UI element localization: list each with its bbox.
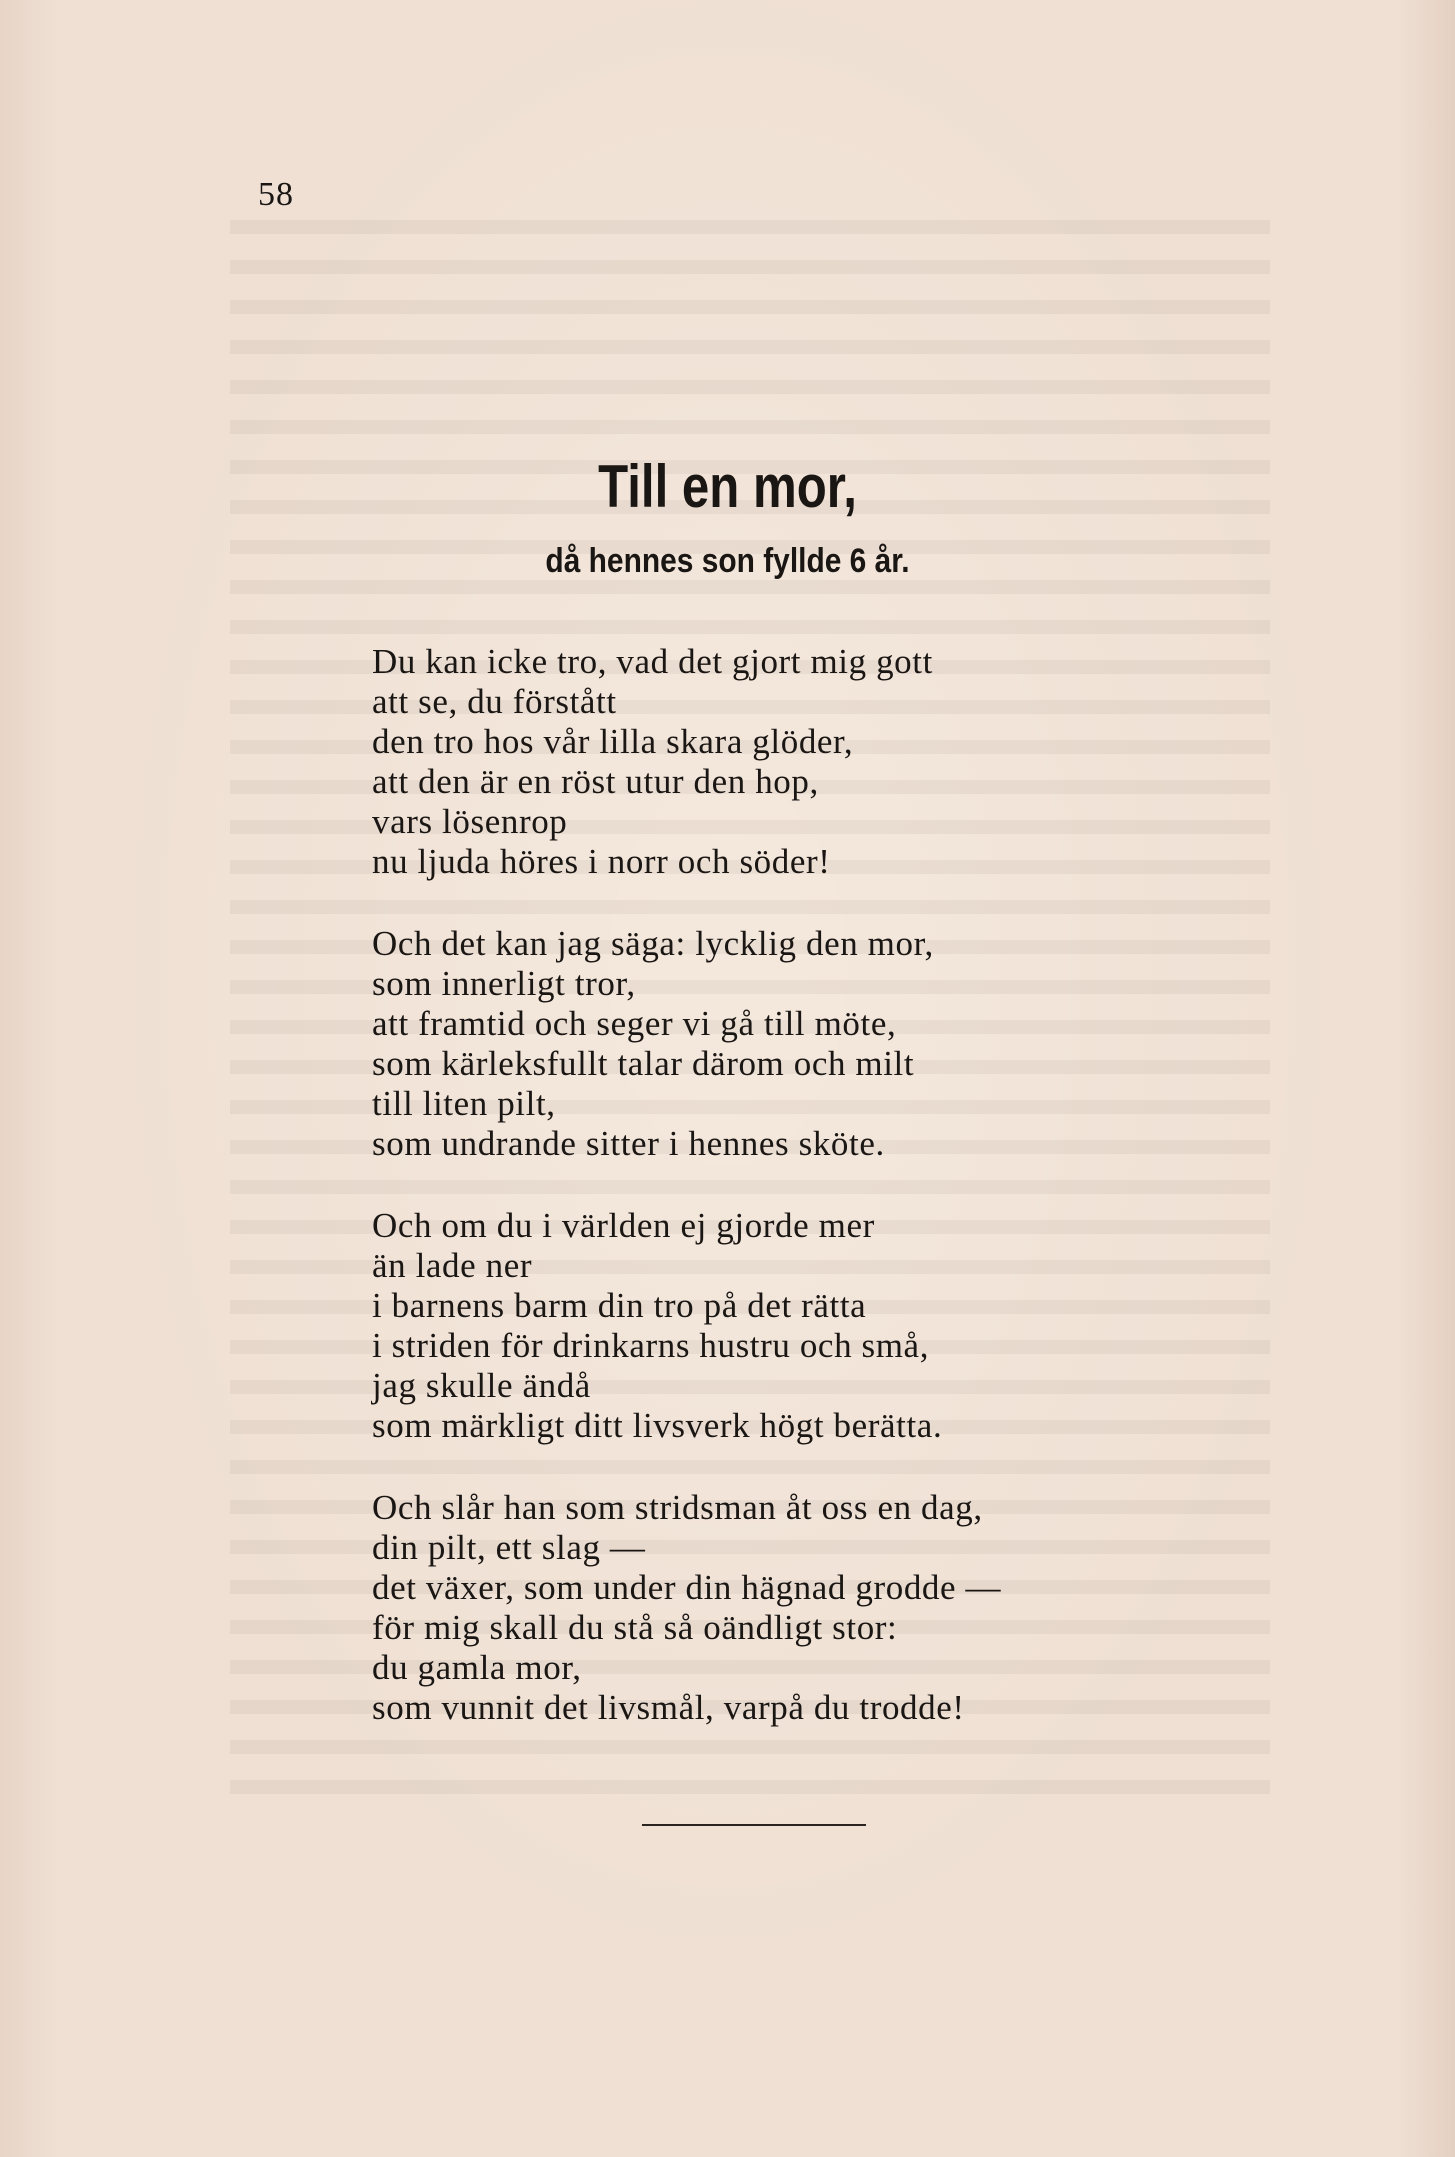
poem-line: Och slår han som stridsman åt oss en dag, — [372, 1488, 983, 1527]
stanza-3 — [372, 1206, 1252, 1446]
poem-line: det växer, som under din hägnad grodde — — [372, 1568, 1002, 1607]
poem-line: att framtid och seger vi gå till möte, — [372, 1004, 897, 1043]
poem-line: som kärleksfullt talar därom och milt — [372, 1044, 915, 1083]
poem-line: att den är en röst utur den hop, — [372, 762, 819, 801]
poem-line: i barnens barm din tro på det rätta — [372, 1286, 867, 1325]
poem-line: nu ljuda höres i norr och söder! — [372, 842, 831, 881]
poem-line: som märkligt ditt livsverk högt berätta. — [372, 1406, 943, 1445]
poem-line: vars lösenrop — [372, 802, 568, 841]
poem-line: Du kan icke tro, vad det gjort mig gott — [372, 642, 933, 681]
poem-line: din pilt, ett slag — — [372, 1528, 646, 1567]
poem-line: för mig skall du stå så oändligt stor: — [372, 1608, 898, 1647]
stanza-1 — [372, 642, 1252, 882]
poem-line: som undrande sitter i hennes sköte. — [372, 1124, 885, 1163]
stanza-4 — [372, 1488, 1252, 1728]
poem-line: i striden för drinkarns hustru och små, — [372, 1326, 930, 1365]
poem-line: den tro hos vår lilla skara glöder, — [372, 722, 854, 761]
poem-line: jag skulle ändå — [372, 1366, 591, 1405]
poem-line: som vunnit det livsmål, varpå du trodde! — [372, 1688, 965, 1727]
poem-title: Till en mor, — [598, 453, 857, 520]
poem-body — [372, 642, 1252, 1770]
end-rule — [642, 1824, 866, 1826]
poem-subtitle: då hennes son fyllde 6 år. — [545, 542, 910, 580]
page-number: 58 — [258, 176, 294, 213]
poem-line: som innerligt tror, — [372, 964, 636, 1003]
poem-line: till liten pilt, — [372, 1084, 556, 1123]
poem-line: Och det kan jag säga: lycklig den mor, — [372, 924, 934, 963]
poem-line: att se, du förstått — [372, 682, 617, 721]
poem-line: än lade ner — [372, 1246, 533, 1285]
poem-line: du gamla mor, — [372, 1648, 582, 1687]
stanza-2 — [372, 924, 1252, 1164]
poem-line: Och om du i världen ej gjorde mer — [372, 1206, 875, 1245]
